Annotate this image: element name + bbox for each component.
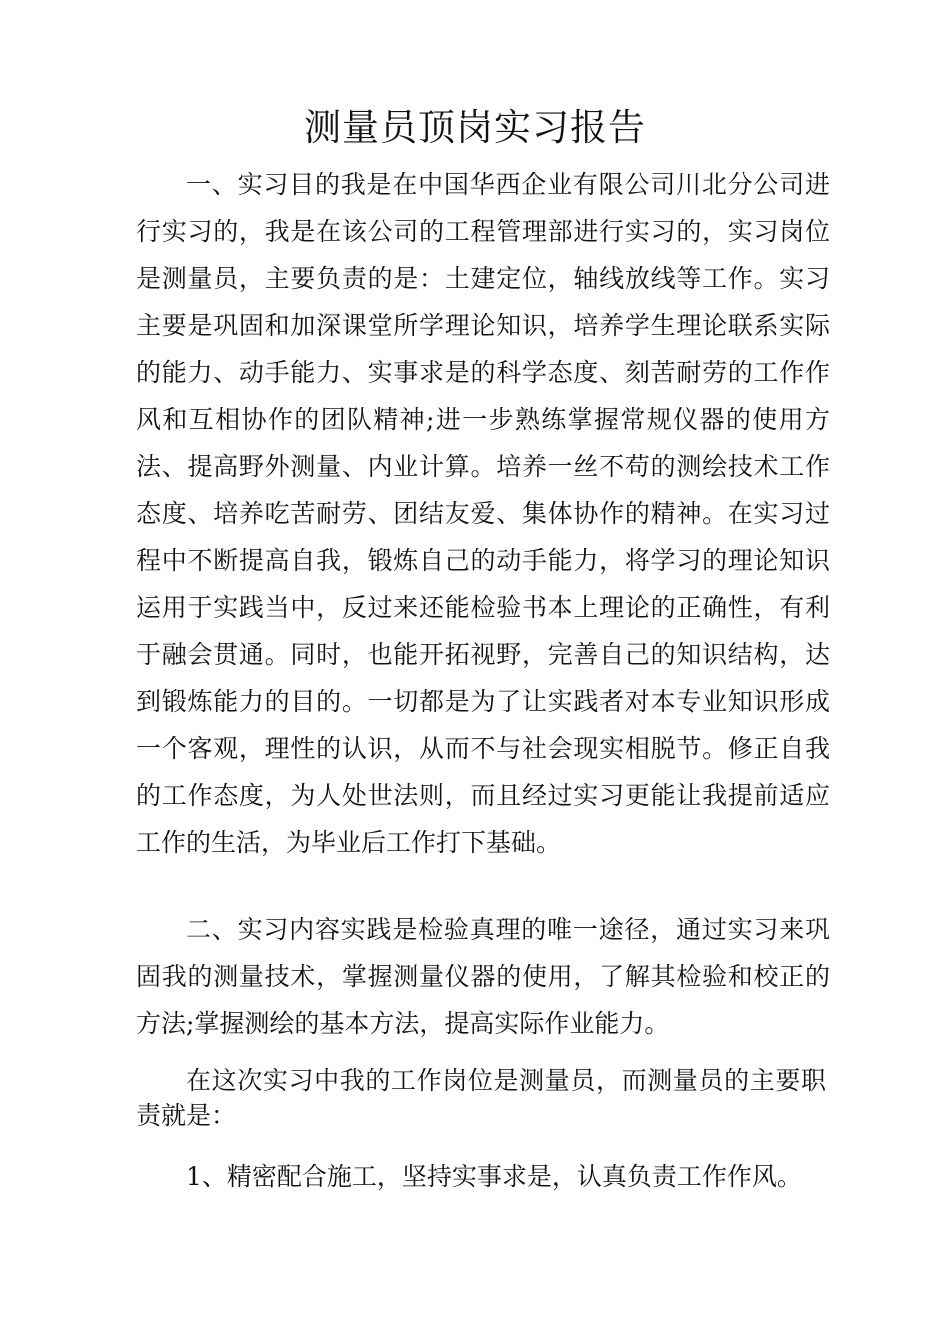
paragraph-internship-content: 二、实习内容实践是检验真理的唯一途径，通过实习来巩固我的测量技术，掌握测量仪器的使用，了解其检验和校正的方法;掌握测绘的基本方法，提高实际作业能力。 bbox=[136, 915, 830, 1038]
document-title: 测量员顶岗实习报告 bbox=[304, 106, 646, 149]
paragraph-internship-purpose: 一、实习目的我是在中国华西企业有限公司川北分公司进行实习的，我是在该公司的工程管理部进行实习的，实习岗位是测量员，主要负责的是：土建定位，轴线放线等工作。实习主要是巩固和加深课堂所学理论知识，培养学生理论联系实际的能力、动手能力、实事求是的科学态度、刻苦耐劳的工作作风和互相协作的团队精神;进一步熟练掌握常规仪器的使用方法、提高野外测量、内业计算。培养一丝不苟的测绘技术工作态度、培养吃苦耐劳、团结友爱、集体协作的精神。在实习过程中不断提高自我，锻炼自己的动手能力，将学习的理论知识运用于实践当中，反过来还能检验书本上理论的正确性，有利于融会贯通。同时，也能开拓视野，完善自己的知识结构，达到锻炼能力的目的。一切都是为了让实践者对本专业知识形成一个客观，理性的认识，从而不与社会现实相脱节。修正自我的工作态度，为人处世法则，而且经过实习更能让我提前适应工作的生活，为毕业后工作打下基础。 bbox=[136, 170, 830, 857]
paragraph-job-duties-intro: 在这次实习中我的工作岗位是测量员，而测量员的主要职责就是： bbox=[136, 1066, 826, 1130]
paragraph-duty-item-1: 1、精密配合施工，坚持实事求是，认真负责工作作风。 bbox=[186, 1162, 802, 1191]
